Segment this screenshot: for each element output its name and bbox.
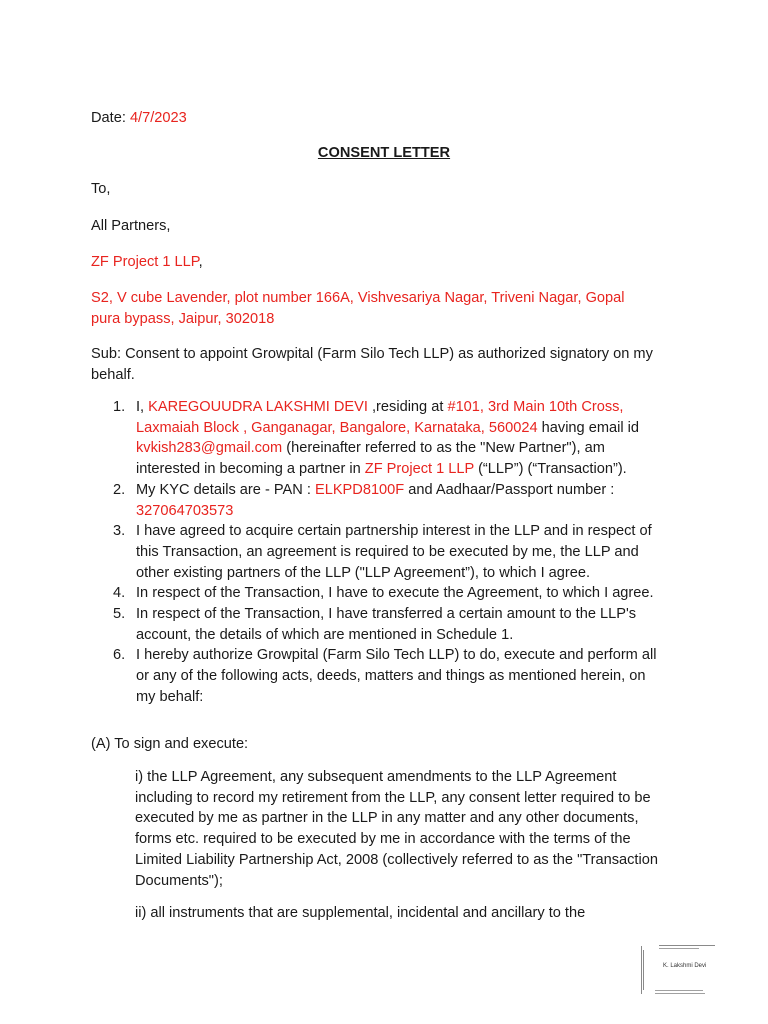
- paragraph-i: [135, 767, 695, 891]
- list-item: [91, 521, 691, 583]
- text-line: or any of the following acts, deeds, matters and things as mentioned herein, on: [136, 668, 646, 685]
- text-line: In respect of the Transaction, I have to execute the Agreement, to which I agree.: [136, 585, 654, 602]
- list-number: 3.: [113, 523, 126, 540]
- text-run: and Aadhaar/Passport number :: [404, 481, 615, 498]
- text-line: I hereby authorize Growpital (Farm Silo Tech LLP) to do, execute and perform all: [136, 647, 657, 664]
- salutation-all-partners: All Partners,: [91, 218, 171, 234]
- numbered-list: [91, 397, 691, 708]
- text-run: My KYC details are - PAN :: [136, 481, 315, 498]
- llp-name-line: ZF Project 1 LLP,: [91, 254, 203, 270]
- paragraph-ii: ii) all instruments that are supplemental, incidental and ancillary to the: [135, 905, 586, 921]
- list-number: 6.: [113, 647, 126, 664]
- text-line: executed by me as partner in the LLP in any matter and any other documents,: [135, 810, 639, 827]
- text-run: (hereinafter referred to as the "New Partner"), am: [282, 440, 605, 457]
- date-value: 4/7/2023: [129, 110, 187, 126]
- list-item: [91, 480, 691, 521]
- list-item: [91, 604, 691, 645]
- list-item: [91, 397, 691, 480]
- llp-address-line-2: pura bypass, Jaipur, 302018: [91, 311, 275, 327]
- text-line: account, the details of which are mentioned in Schedule 1.: [136, 626, 514, 643]
- text-line: i) the LLP Agreement, any subsequent amendments to the LLP Agreement: [135, 769, 617, 785]
- salutation-to: To,: [91, 181, 111, 197]
- llp-address-line-1: S2, V cube Lavender, plot number 166A, Vishvesariya Nagar, Triveni Nagar, Gopal: [91, 290, 625, 306]
- list-item: [91, 645, 691, 707]
- text-run: interested in becoming a partner in: [136, 461, 365, 478]
- subject-line-2: behalf.: [91, 367, 135, 383]
- subject-line-1: Sub: Consent to appoint Growpital (Farm Silo Tech LLP) as authorized signatory on my: [91, 346, 653, 362]
- llp-name-inline: ZF Project 1 LLP: [364, 461, 475, 478]
- text-run: ,residing at: [367, 399, 448, 415]
- list-number: 5.: [113, 606, 126, 623]
- text-line: In respect of the Transaction, I have transferred a certain amount to the LLP's: [136, 606, 637, 623]
- text-run: (“LLP”) (“Transaction”).: [474, 461, 627, 478]
- partner-address-1: #101, 3rd Main 10th Cross,: [447, 399, 624, 415]
- list-number: 2.: [113, 481, 126, 498]
- text-line: I have agreed to acquire certain partnership interest in the LLP and in respect of: [136, 523, 652, 540]
- text-line: my behalf:: [136, 688, 204, 705]
- partner-email: kvkish283@gmail.com: [136, 440, 283, 457]
- list-number: 1.: [113, 399, 126, 415]
- partner-name: KAREGOUUDRA LAKSHMI DEVI: [148, 399, 368, 415]
- text-line: other existing partners of the LLP ("LLP Agreement”), to which I agree.: [136, 564, 591, 581]
- llp-name: ZF Project 1 LLP: [91, 254, 199, 270]
- date-label: Date:: [91, 110, 130, 126]
- signature-name: K. Lakshmi Devi: [663, 963, 707, 969]
- document-title: CONSENT LETTER: [317, 145, 451, 161]
- date-line: [91, 108, 187, 128]
- list-item: [91, 583, 691, 604]
- partner-address-2: Laxmaiah Block , Ganganagar, Bangalore, Karnataka, 560024: [136, 419, 538, 436]
- text-line: including to record my retirement from the LLP, any consent letter required to be: [135, 789, 651, 806]
- list-number: 4.: [113, 585, 126, 602]
- text-line: Limited Liability Partnership Act, 2008 (collectively referred to as the "Transaction: [135, 851, 658, 868]
- pan-number: ELKPD8100F: [314, 481, 405, 498]
- text-run: I,: [136, 399, 149, 415]
- section-a-heading: (A) To sign and execute:: [91, 736, 249, 752]
- text-run: having email id: [537, 419, 640, 436]
- aadhaar-number: 327064703573: [136, 502, 234, 519]
- signature-stamp-graphic: [639, 940, 724, 1002]
- text-line: Documents");: [135, 872, 223, 889]
- text-line: this Transaction, an agreement is required to be executed by me, the LLP and: [136, 543, 639, 560]
- digital-signature-stamp: [639, 940, 724, 1002]
- text-line: forms etc. required to be executed by me in accordance with the terms of the: [135, 831, 631, 848]
